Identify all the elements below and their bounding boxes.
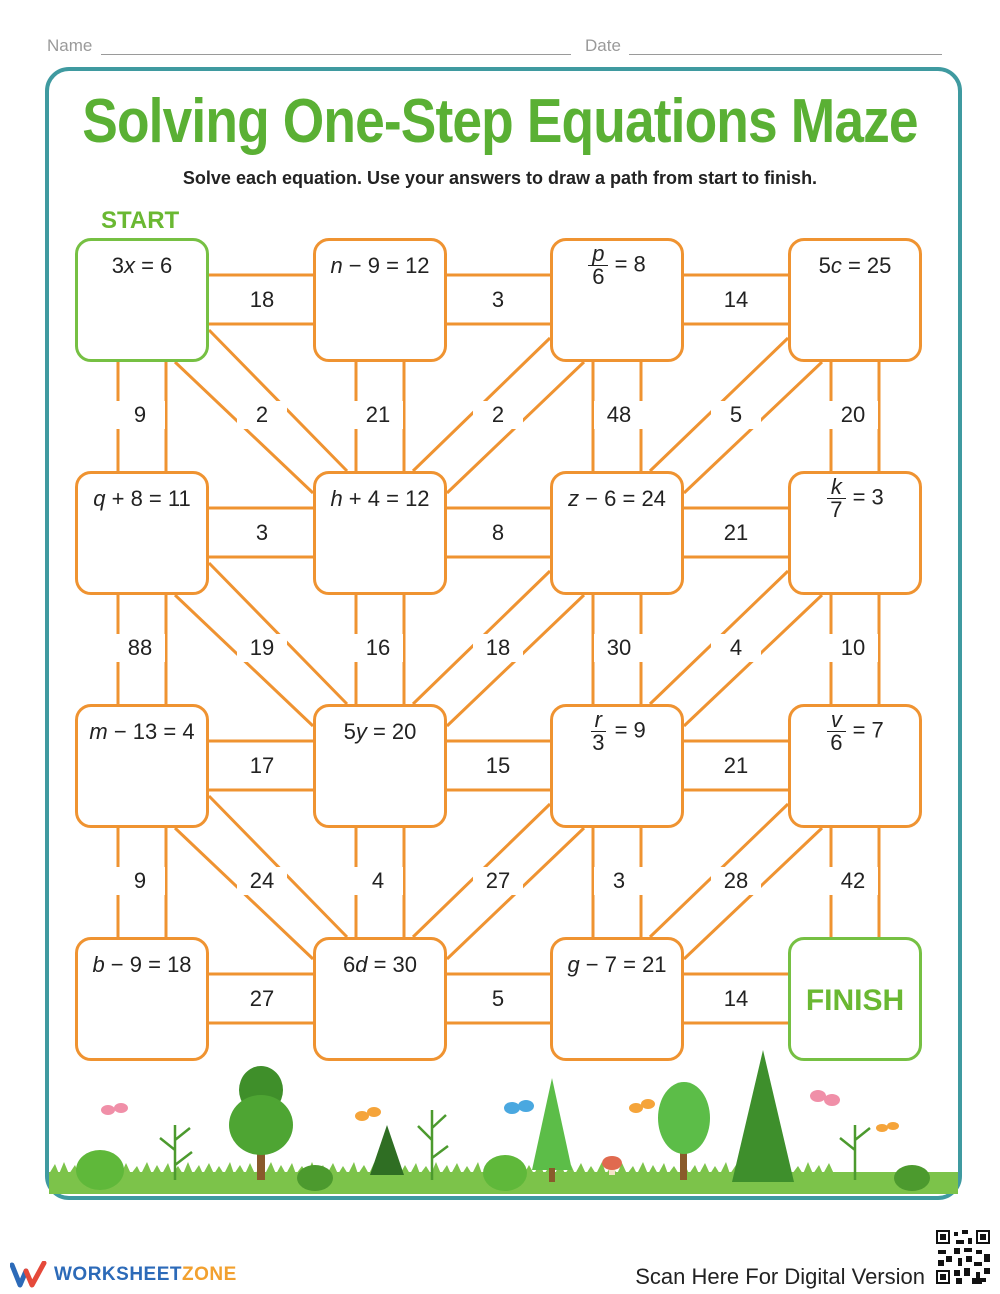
bush (483, 1155, 527, 1191)
finish-cell[interactable] (788, 937, 922, 1061)
vertical-path-label: 10 (828, 634, 878, 662)
bush (297, 1165, 333, 1191)
diagonal-path-label: 28 (711, 867, 761, 895)
butterfly-icon (355, 1107, 381, 1121)
logo-text (54, 1264, 237, 1286)
instructions: Solve each equation. Use your answers to draw a path from start to finish. (182, 168, 818, 188)
vertical-path-label: 3 (594, 867, 644, 895)
vertical-path-label: 21 (353, 401, 403, 429)
forest-scenery (49, 1050, 958, 1194)
diagonal-path-label: 5 (711, 401, 761, 429)
logo-icon (10, 1261, 48, 1289)
diagonal-path-label: 27 (473, 867, 523, 895)
bush (76, 1150, 124, 1190)
vertical-path-label: 20 (828, 401, 878, 429)
vertical-path-label: 42 (828, 867, 878, 895)
equation-cell[interactable] (788, 471, 922, 595)
equation-cell[interactable] (313, 238, 447, 362)
diagonal-path-label: 2 (237, 401, 287, 429)
vertical-path-label: 9 (115, 867, 165, 895)
vertical-path-label: 4 (353, 867, 403, 895)
date-label: Date (585, 36, 621, 55)
start-label: START (101, 207, 180, 234)
equation-cell[interactable] (75, 471, 209, 595)
equation-text: 3x = 6 (111, 253, 173, 278)
equation-cell[interactable] (550, 238, 684, 362)
equation-text: g − 7 = 21 (567, 952, 667, 977)
equation-text: $\frac{r}{3}$ = 9 (592, 707, 646, 755)
name-label: Name (47, 36, 93, 55)
equation-text: q + 8 = 11 (93, 486, 191, 511)
diagonal-path-label: 18 (473, 634, 523, 662)
equation-cell[interactable] (313, 704, 447, 828)
equation-cell[interactable] (788, 704, 922, 828)
horizontal-path-label: 18 (237, 286, 287, 314)
equation-cell[interactable] (550, 704, 684, 828)
diagonal-path-label: 24 (237, 867, 287, 895)
vertical-path-label: 9 (115, 401, 165, 429)
equation-text: h + 4 = 12 (330, 486, 430, 511)
equation-cell[interactable] (313, 471, 447, 595)
horizontal-path-label: 5 (473, 985, 523, 1013)
logo-main: WORKSHEET (54, 1264, 182, 1285)
bush (894, 1165, 930, 1191)
diagonal-path-label: 4 (711, 634, 761, 662)
equation-cell[interactable] (550, 471, 684, 595)
equation-text: $\frac{k}{7}$ = 3 (791, 476, 919, 521)
logo-accent: ZONE (182, 1264, 237, 1285)
equation-text: $\frac{p}{6}$ = 8 (553, 243, 681, 288)
equation-text: z − 6 = 24 (568, 486, 666, 511)
qr-code-icon[interactable] (934, 1228, 992, 1286)
equation-cell[interactable] (788, 238, 922, 362)
vertical-path-label: 48 (594, 401, 644, 429)
equation-text: n − 9 = 12 (330, 253, 430, 278)
equation-cell[interactable] (550, 937, 684, 1061)
start-cell[interactable] (75, 238, 209, 362)
butterfly-icon (504, 1100, 534, 1114)
finish-label: FINISH (805, 984, 905, 1017)
diagonal-path-label: 2 (473, 401, 523, 429)
horizontal-path-label: 17 (237, 752, 287, 780)
scan-caption: Scan Here For Digital Version (635, 1264, 925, 1289)
tree-crown (229, 1095, 293, 1155)
butterfly-icon (101, 1103, 128, 1115)
pine-tree (370, 1125, 404, 1175)
butterfly-icon (810, 1090, 840, 1106)
pine-tree (532, 1078, 572, 1170)
horizontal-path-label: 21 (711, 752, 761, 780)
butterfly-icon (876, 1122, 899, 1132)
equation-cell[interactable] (75, 704, 209, 828)
equation-text: 5c = 25 (818, 253, 892, 278)
horizontal-path-label: 14 (711, 985, 761, 1013)
horizontal-path-label: 15 (473, 752, 523, 780)
equation-text: $\frac{v}{6}$ = 7 (791, 709, 919, 754)
diagonal-path-label: 19 (237, 634, 287, 662)
equation-cell[interactable] (75, 937, 209, 1061)
equation-text: 6d = 30 (342, 952, 418, 977)
vertical-path-label: 30 (594, 634, 644, 662)
vertical-path-label: 16 (353, 634, 403, 662)
plant-sprig (840, 1125, 870, 1180)
horizontal-path-label: 27 (237, 985, 287, 1013)
page-title: Solving One-Step Equations Maze (82, 87, 918, 156)
horizontal-path-label: 8 (473, 519, 523, 547)
mushroom (602, 1156, 622, 1170)
tree-crown (658, 1082, 710, 1154)
plant-sprig (418, 1110, 448, 1180)
equation-cell[interactable] (313, 937, 447, 1061)
equation-text: b − 9 = 18 (92, 952, 192, 977)
butterfly-icon (629, 1099, 655, 1113)
vertical-path-label: 88 (115, 634, 165, 662)
horizontal-path-label: 3 (473, 286, 523, 314)
equation-text: 5y = 20 (343, 719, 417, 744)
horizontal-path-label: 3 (237, 519, 287, 547)
pine-tree (732, 1050, 794, 1182)
equation-text: m − 13 = 4 (89, 719, 195, 744)
brand-logo (10, 1260, 237, 1290)
horizontal-path-label: 21 (711, 519, 761, 547)
horizontal-path-label: 14 (711, 286, 761, 314)
